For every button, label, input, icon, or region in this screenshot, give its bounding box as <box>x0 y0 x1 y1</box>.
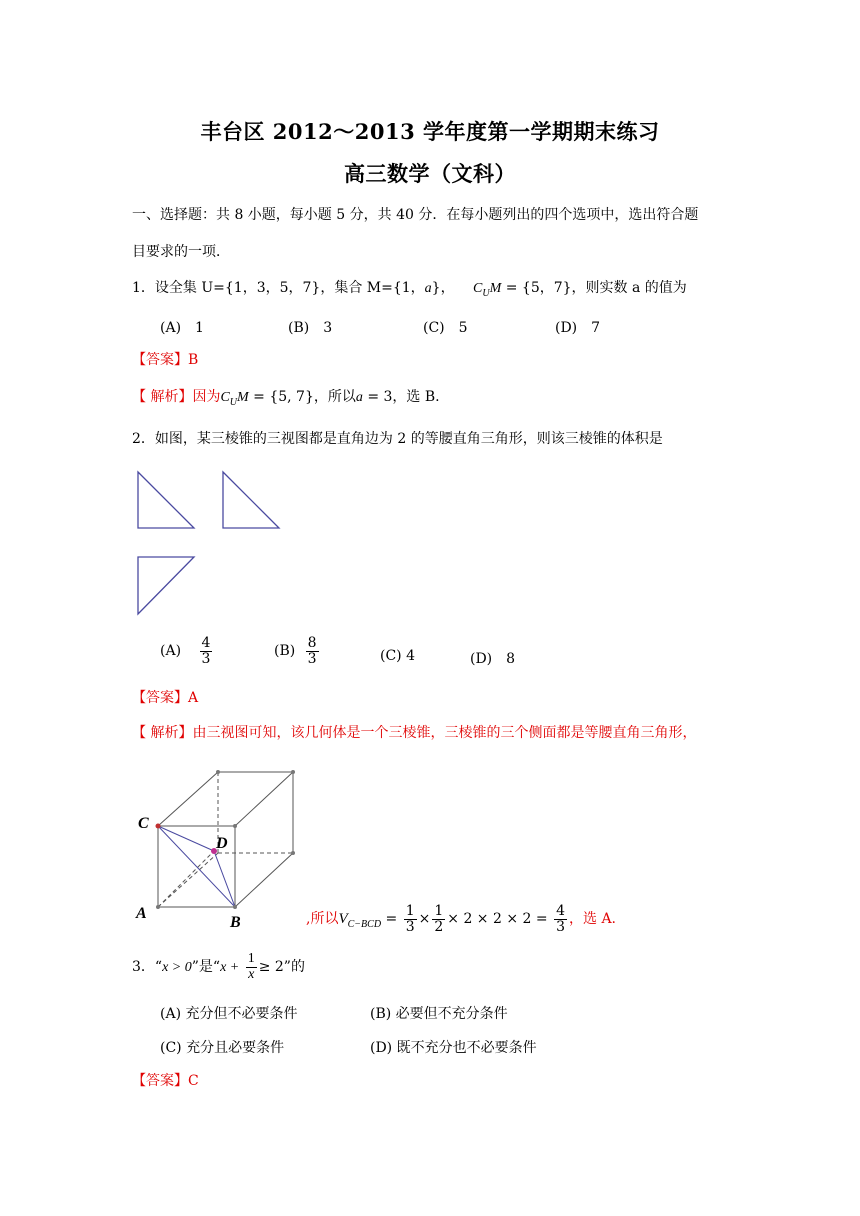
side-view-triangle <box>223 472 279 528</box>
q2-answer: 【答案】A <box>132 690 199 706</box>
q1-option-b: (B) 3 <box>288 320 333 336</box>
page-title: 丰台区 2012～2013 学年度第一学期期末练习 <box>200 119 660 144</box>
top-view-triangle <box>138 557 194 614</box>
q3-option-a: (A) 充分但不必要条件 <box>160 1006 298 1022</box>
vertex-label-b: B <box>230 914 241 931</box>
q1-option-d: (D) 7 <box>555 320 601 336</box>
q1-stem: 1．设全集 U={1，3，5，7}，集合 M={1，a}， $C_UM = \{5$，7}，则实数 a 的值为 <box>132 280 687 299</box>
page-subtitle: 高三数学（文科） <box>344 161 516 186</box>
q3-option-b: (B) 必要但不充分条件 <box>370 1006 508 1022</box>
q2-option-d: (D) 8 <box>470 651 516 667</box>
three-views-figure <box>130 466 290 626</box>
q3-stem: 3．“x > 0”是“x + $\frac{1}{x}$ ≥ 2”的 <box>132 951 305 982</box>
q1-analysis: 【 解析】因为$C_UM = \{5$, 7}，所以a = 3，选 B. <box>132 389 440 408</box>
vertex-c-dot <box>156 824 161 829</box>
vertex-label-d: D <box>216 835 228 852</box>
vertex-label-a: A <box>136 905 147 922</box>
q2-analysis: 【 解析】由三视图可知，该几何体是一个三棱锥，三棱锥的三个侧面都是等腰直角三角形， <box>132 725 697 741</box>
q2-option-b: (B) $\frac{8}{3}$ <box>274 635 317 667</box>
front-view-triangle <box>138 472 194 528</box>
section-intro-line1: 一、选择题：共 8 小题，每小题 5 分，共 40 分．在每小题列出的四个选项中，选出符合题 <box>132 207 699 223</box>
q1-option-c: (C) 5 <box>423 320 468 336</box>
q3-answer: 【答案】C <box>132 1073 199 1089</box>
vertex-label-c: C <box>138 815 149 832</box>
q1-answer: 【答案】B <box>132 352 199 368</box>
vertex-b-dot <box>233 905 237 909</box>
q1-option-a: (A) 1 <box>160 320 204 336</box>
section-intro-line2: 目要求的一项． <box>132 244 230 260</box>
q2-option-a: (A) $\frac{4}{3}$ <box>160 635 211 667</box>
q2-option-c: (C) 4 <box>380 648 415 664</box>
q2-volume-formula: ,所以$V_{C-BCD}$ = $\frac{1}{3}$ × $\frac{1}{2}$ × 2 × 2 × 2 = $\frac{4}{3}$ ，选 A. <box>306 903 617 935</box>
vertex-a-dot <box>156 905 160 909</box>
cube-pyramid-figure <box>130 762 310 932</box>
q3-option-d: (D) 既不充分也不必要条件 <box>370 1040 537 1056</box>
q2-stem: 2．如图，某三棱锥的三视图都是直角边为 2 的等腰直角三角形，则该三棱锥的体积是 <box>132 431 663 447</box>
q3-option-c: (C) 充分且必要条件 <box>160 1040 285 1056</box>
